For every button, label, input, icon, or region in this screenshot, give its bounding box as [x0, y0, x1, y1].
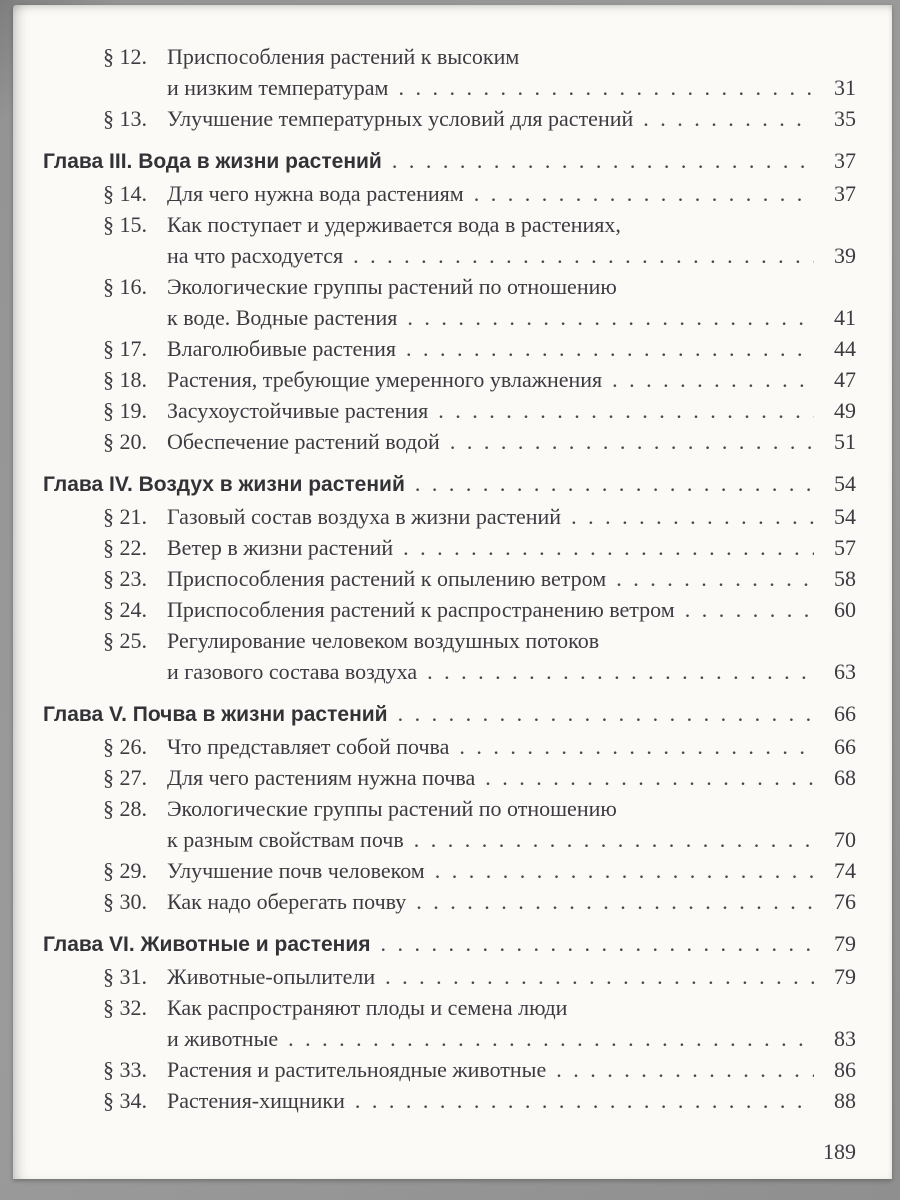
paragraph-number: § 27. [103, 765, 147, 790]
dot-leader [556, 1054, 814, 1085]
toc-item [43, 395, 856, 426]
toc-row [103, 302, 856, 333]
toc-row [103, 793, 856, 824]
entry-page-number: 70 [834, 827, 856, 852]
toc-item [43, 886, 856, 917]
page-number: 189 [823, 1139, 856, 1164]
toc-row [103, 532, 856, 563]
entry-page-number: 79 [834, 931, 856, 956]
entry-title: к разным свойствам почв [167, 827, 404, 852]
toc-row [103, 178, 856, 209]
toc-row [103, 961, 856, 992]
toc-item [43, 364, 856, 395]
paragraph-number: § 23. [103, 566, 147, 591]
dot-leader [416, 886, 814, 917]
dot-leader [643, 103, 814, 134]
toc-row [103, 333, 856, 364]
toc-item [43, 625, 856, 687]
entry-page-number: 66 [834, 701, 856, 726]
dot-leader [353, 240, 814, 271]
toc-item [43, 855, 856, 886]
toc-item [43, 103, 856, 134]
paragraph-number: § 31. [103, 964, 147, 989]
toc-item [43, 731, 856, 762]
toc-row [103, 762, 856, 793]
entry-title: Для чего растениям нужна почва [167, 765, 476, 790]
dot-leader [435, 855, 814, 886]
entry-title: Ветер в жизни растений [167, 535, 394, 560]
toc-item [43, 961, 856, 992]
toc-item [43, 501, 856, 532]
entry-title: Улучшение почв человеком [167, 858, 425, 883]
dot-leader [616, 563, 814, 594]
entry-page-number: 47 [834, 367, 856, 392]
dot-leader [385, 961, 814, 992]
toc-item [43, 793, 856, 855]
entry-title: и низким температурам [167, 75, 389, 100]
paragraph-number: § 13. [103, 106, 147, 131]
paragraph-number: § 17. [103, 336, 147, 361]
entry-title: Растения и растительноядные животные [167, 1057, 547, 1082]
toc-row [103, 501, 856, 532]
entry-title: Глава VI. Животные и растения [43, 933, 371, 956]
entry-title: Экологические группы растений по отношению [167, 796, 617, 821]
toc-chapter [43, 928, 856, 960]
entry-title: Приспособления растений к опылению ветром [167, 566, 607, 591]
entry-title: Приспособления растений к высоким [167, 44, 520, 69]
dot-leader [407, 302, 814, 333]
toc-row [103, 731, 856, 762]
entry-page-number: 37 [834, 148, 856, 173]
entry-title: Для чего нужна вода растениям [167, 181, 464, 206]
paragraph-number: § 24. [103, 597, 147, 622]
entry-page-number: 57 [834, 535, 856, 560]
paragraph-number: § 12. [103, 44, 147, 69]
toc-item [43, 532, 856, 563]
entry-page-number: 35 [834, 106, 856, 131]
paragraph-number: § 25. [103, 628, 147, 653]
toc-row [103, 240, 856, 271]
entry-title: Глава V. Почва в жизни растений [43, 703, 388, 726]
entry-page-number: 39 [834, 243, 856, 268]
entry-page-number: 37 [834, 181, 856, 206]
entry-title: на что расходуется [167, 243, 344, 268]
dot-leader [403, 532, 814, 563]
paragraph-number: § 28. [103, 796, 147, 821]
toc-item [43, 1085, 856, 1116]
paragraph-number: § 34. [103, 1088, 147, 1113]
entry-title: Как распространяют плоды и семена люди [167, 995, 568, 1020]
paragraph-number: § 33. [103, 1057, 147, 1082]
entry-title: Газовый состав воздуха в жизни растений [167, 504, 562, 529]
entry-page-number: 63 [834, 659, 856, 684]
entry-page-number: 31 [834, 75, 856, 100]
paragraph-number: § 30. [103, 889, 147, 914]
paragraph-number: § 32. [103, 995, 147, 1020]
entry-page-number: 54 [834, 471, 856, 496]
dot-leader [459, 731, 814, 762]
entry-page-number: 88 [834, 1088, 856, 1113]
entry-title: Животные-опылители [167, 964, 376, 989]
entry-title: и газового состава воздуха [167, 659, 418, 684]
dot-leader [612, 364, 814, 395]
dot-leader [427, 656, 814, 687]
toc-item [43, 426, 856, 457]
entry-page-number: 44 [834, 336, 856, 361]
entry-page-number: 79 [834, 964, 856, 989]
toc-item [43, 594, 856, 625]
toc-row [103, 625, 856, 656]
dot-leader [414, 824, 814, 855]
entry-title: Обеспечение растений водой [167, 429, 440, 454]
toc-row [103, 271, 856, 302]
toc-chapter [43, 698, 856, 730]
toc-row [103, 395, 856, 426]
entry-page-number: 74 [834, 858, 856, 883]
dot-leader [474, 178, 814, 209]
entry-title: Экологические группы растений по отношению [167, 274, 617, 299]
entry-title: Как поступает и удерживается вода в растениях, [167, 212, 621, 237]
entry-title: Растения-хищники [167, 1088, 345, 1113]
toc-item [43, 563, 856, 594]
dot-leader [406, 333, 814, 364]
dot-leader [485, 762, 814, 793]
toc-row [103, 41, 856, 72]
toc-row [103, 563, 856, 594]
entry-page-number: 66 [834, 734, 856, 759]
toc-row [43, 928, 856, 960]
dot-leader [450, 426, 814, 457]
paragraph-number: § 22. [103, 535, 147, 560]
toc-row [103, 1054, 856, 1085]
toc-row [103, 209, 856, 240]
paragraph-number: § 14. [103, 181, 147, 206]
toc-row [103, 886, 856, 917]
dot-leader [571, 501, 814, 532]
paragraph-number: § 21. [103, 504, 147, 529]
entry-page-number: 83 [834, 1026, 856, 1051]
entry-title: Растения, требующие умеренного увлажнения [167, 367, 603, 392]
toc-item [43, 762, 856, 793]
entry-title: Что представляет собой почва [167, 734, 450, 759]
toc-chapter [43, 145, 856, 177]
dot-leader [415, 468, 814, 499]
paragraph-number: § 15. [103, 212, 147, 237]
entry-page-number: 60 [834, 597, 856, 622]
entry-page-number: 76 [834, 889, 856, 914]
toc-row [103, 364, 856, 395]
entry-page-number: 41 [834, 305, 856, 330]
toc-item [43, 992, 856, 1054]
entry-title: Засухоустойчивые растения [167, 398, 429, 423]
dot-leader [381, 928, 814, 959]
toc-row [103, 72, 856, 103]
toc-row [103, 855, 856, 886]
paragraph-number: § 26. [103, 734, 147, 759]
toc-item [43, 41, 856, 103]
entry-title: Приспособления растений к распространению ветром [167, 597, 675, 622]
paragraph-number: § 29. [103, 858, 147, 883]
entry-title: Регулирование человеком воздушных потоков [167, 628, 600, 653]
entry-page-number: 54 [834, 504, 856, 529]
paragraph-number: § 19. [103, 398, 147, 423]
entry-title: и животные [167, 1026, 279, 1051]
entry-page-number: 68 [834, 765, 856, 790]
toc-item [43, 333, 856, 364]
toc-row [43, 145, 856, 177]
toc-row [103, 103, 856, 134]
paragraph-number: § 20. [103, 429, 147, 454]
dot-leader [438, 395, 814, 426]
toc-row [103, 594, 856, 625]
dot-leader [288, 1023, 814, 1054]
toc-item [43, 271, 856, 333]
paragraph-number: § 16. [103, 274, 147, 299]
toc-item [43, 209, 856, 271]
toc-row [43, 698, 856, 730]
toc-row [103, 1023, 856, 1054]
toc-row [43, 468, 856, 500]
toc-row [103, 992, 856, 1023]
entry-title: Влаголюбивые растения [167, 336, 396, 361]
paragraph-number: § 18. [103, 367, 147, 392]
dot-leader [392, 145, 814, 176]
entry-page-number: 86 [834, 1057, 856, 1082]
entry-title: к воде. Водные растения [167, 305, 398, 330]
table-of-contents [13, 5, 892, 1116]
entry-page-number: 58 [834, 566, 856, 591]
toc-item [43, 1054, 856, 1085]
toc-row [103, 1085, 856, 1116]
entry-title: Улучшение температурных условий для растений [167, 106, 634, 131]
entry-page-number: 51 [834, 429, 856, 454]
dot-leader [685, 594, 814, 625]
toc-row [103, 656, 856, 687]
dot-leader [398, 72, 814, 103]
dot-leader [355, 1085, 814, 1116]
entry-title: Глава IV. Воздух в жизни растений [43, 473, 405, 496]
toc-item [43, 178, 856, 209]
toc-row [103, 824, 856, 855]
toc-row [103, 426, 856, 457]
toc-chapter [43, 468, 856, 500]
entry-title: Глава III. Вода в жизни растений [43, 150, 382, 173]
entry-page-number: 49 [834, 398, 856, 423]
entry-title: Как надо оберегать почву [167, 889, 407, 914]
dot-leader [398, 698, 814, 729]
book-page [13, 5, 892, 1179]
